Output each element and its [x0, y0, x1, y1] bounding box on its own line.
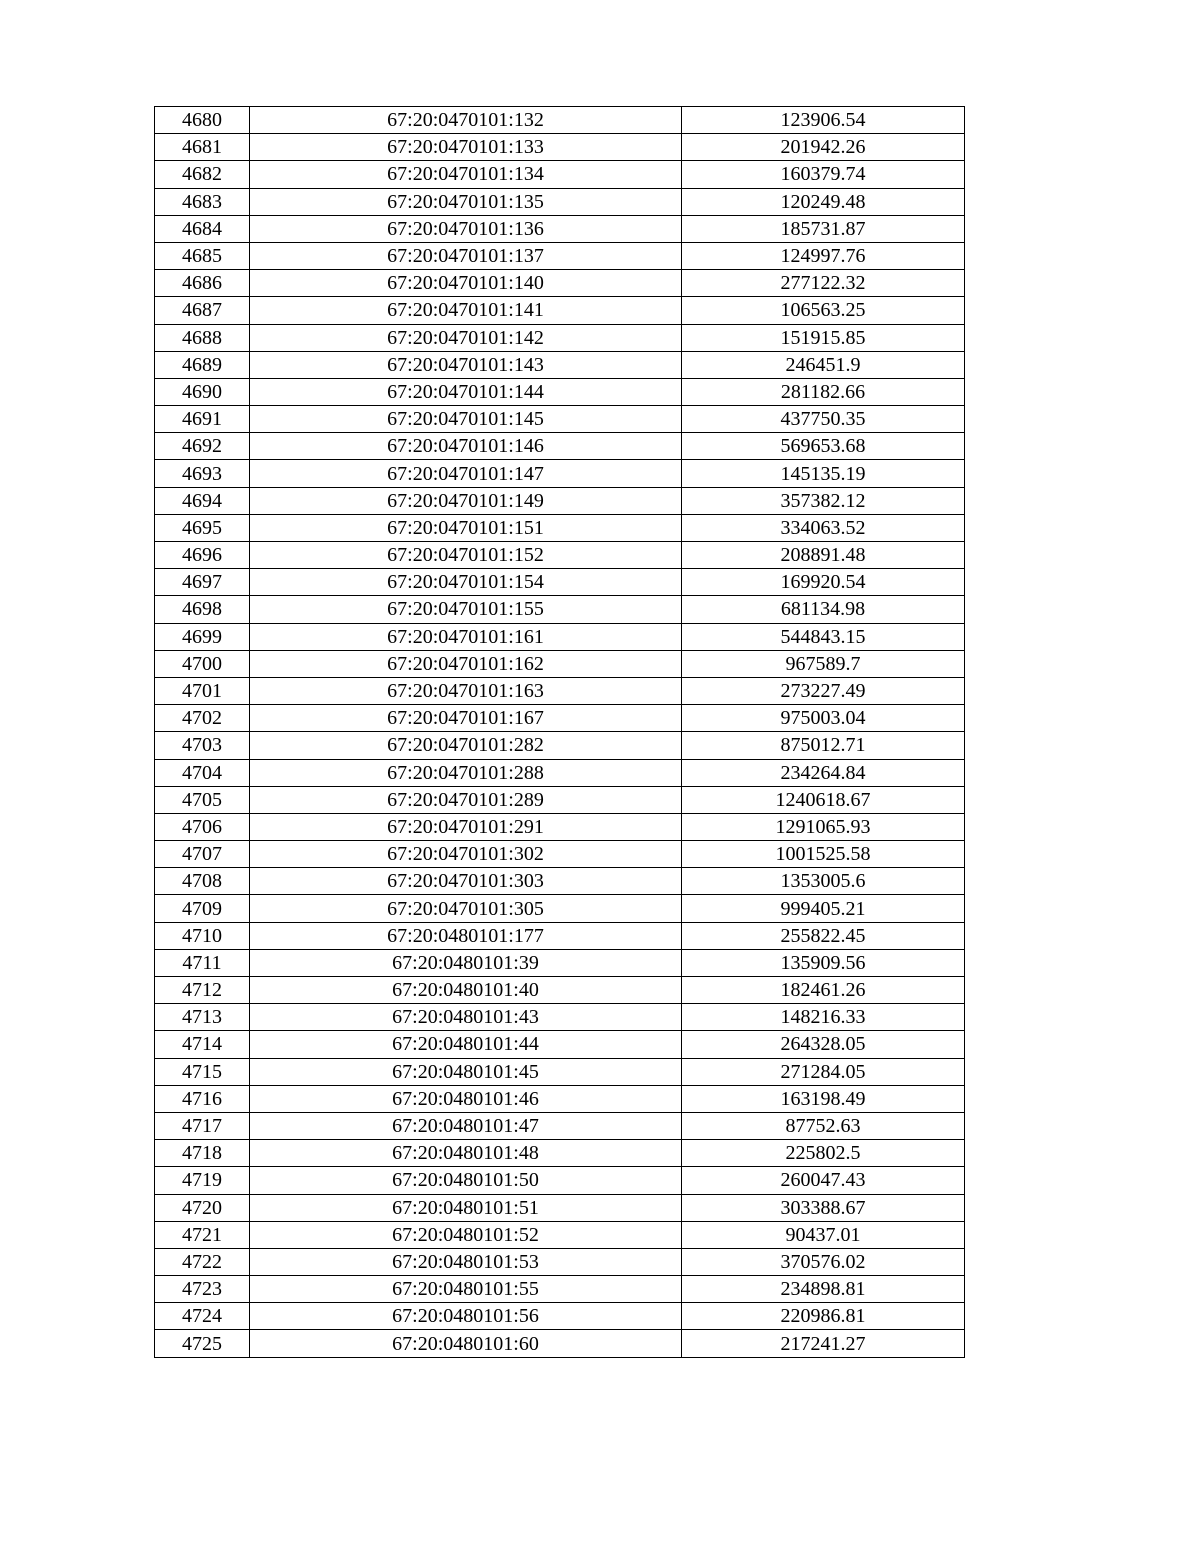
cadastral-number-cell: 67:20:0470101:302 [250, 841, 682, 868]
cadastral-number-cell: 67:20:0480101:55 [250, 1276, 682, 1303]
cadastral-number-cell: 67:20:0470101:135 [250, 188, 682, 215]
table-row [155, 1303, 965, 1330]
table-row [155, 596, 965, 623]
row-number-cell: 4722 [155, 1248, 250, 1275]
value-cell: 220986.81 [682, 1303, 965, 1330]
row-number-cell: 4718 [155, 1140, 250, 1167]
cadastral-number-cell: 67:20:0480101:53 [250, 1248, 682, 1275]
value-cell: 124997.76 [682, 242, 965, 269]
cadastral-number-cell: 67:20:0470101:134 [250, 161, 682, 188]
row-number-cell: 4696 [155, 542, 250, 569]
value-cell: 145135.19 [682, 460, 965, 487]
row-number-cell: 4697 [155, 569, 250, 596]
table-row [155, 759, 965, 786]
value-cell: 281182.66 [682, 378, 965, 405]
value-cell: 264328.05 [682, 1031, 965, 1058]
cadastral-number-cell: 67:20:0470101:152 [250, 542, 682, 569]
row-number-cell: 4699 [155, 623, 250, 650]
table-row [155, 324, 965, 351]
cadastral-number-cell: 67:20:0470101:305 [250, 895, 682, 922]
table-row [155, 1167, 965, 1194]
cadastral-number-cell: 67:20:0470101:151 [250, 514, 682, 541]
table-row [155, 1004, 965, 1031]
cadastral-number-cell: 67:20:0470101:143 [250, 351, 682, 378]
row-number-cell: 4713 [155, 1004, 250, 1031]
value-cell: 999405.21 [682, 895, 965, 922]
row-number-cell: 4700 [155, 650, 250, 677]
cadastral-number-cell: 67:20:0470101:291 [250, 813, 682, 840]
row-number-cell: 4698 [155, 596, 250, 623]
table-row [155, 1276, 965, 1303]
row-number-cell: 4681 [155, 134, 250, 161]
cadastral-number-cell: 67:20:0470101:145 [250, 406, 682, 433]
cadastral-number-cell: 67:20:0470101:163 [250, 677, 682, 704]
cadastral-number-cell: 67:20:0480101:44 [250, 1031, 682, 1058]
cadastral-number-cell: 67:20:0470101:149 [250, 487, 682, 514]
table-row [155, 107, 965, 134]
table-row [155, 542, 965, 569]
value-cell: 967589.7 [682, 650, 965, 677]
value-cell: 160379.74 [682, 161, 965, 188]
table-row [155, 297, 965, 324]
cadastral-number-cell: 67:20:0470101:155 [250, 596, 682, 623]
table-row [155, 1085, 965, 1112]
row-number-cell: 4706 [155, 813, 250, 840]
cadastral-number-cell: 67:20:0480101:39 [250, 949, 682, 976]
table-row [155, 732, 965, 759]
row-number-cell: 4688 [155, 324, 250, 351]
table-row [155, 433, 965, 460]
table-row [155, 569, 965, 596]
cadastral-number-cell: 67:20:0480101:52 [250, 1221, 682, 1248]
row-number-cell: 4690 [155, 378, 250, 405]
row-number-cell: 4685 [155, 242, 250, 269]
table-row [155, 1194, 965, 1221]
value-cell: 273227.49 [682, 677, 965, 704]
row-number-cell: 4703 [155, 732, 250, 759]
table-row [155, 868, 965, 895]
cadastral-number-cell: 67:20:0470101:289 [250, 786, 682, 813]
row-number-cell: 4710 [155, 922, 250, 949]
table-row [155, 514, 965, 541]
value-cell: 182461.26 [682, 977, 965, 1004]
value-cell: 569653.68 [682, 433, 965, 460]
table-row [155, 1031, 965, 1058]
row-number-cell: 4707 [155, 841, 250, 868]
value-cell: 106563.25 [682, 297, 965, 324]
table-row [155, 1221, 965, 1248]
table-row [155, 188, 965, 215]
cadastral-number-cell: 67:20:0480101:40 [250, 977, 682, 1004]
row-number-cell: 4680 [155, 107, 250, 134]
table-row [155, 161, 965, 188]
cadastral-number-cell: 67:20:0470101:144 [250, 378, 682, 405]
value-cell: 234898.81 [682, 1276, 965, 1303]
table-row [155, 677, 965, 704]
row-number-cell: 4709 [155, 895, 250, 922]
cadastral-number-cell: 67:20:0470101:161 [250, 623, 682, 650]
row-number-cell: 4704 [155, 759, 250, 786]
value-cell: 875012.71 [682, 732, 965, 759]
value-cell: 169920.54 [682, 569, 965, 596]
cadastral-number-cell: 67:20:0480101:47 [250, 1112, 682, 1139]
value-cell: 1291065.93 [682, 813, 965, 840]
cadastral-number-cell: 67:20:0470101:142 [250, 324, 682, 351]
table-row [155, 705, 965, 732]
row-number-cell: 4720 [155, 1194, 250, 1221]
table-row [155, 460, 965, 487]
cadastral-number-cell: 67:20:0480101:48 [250, 1140, 682, 1167]
row-number-cell: 4724 [155, 1303, 250, 1330]
value-cell: 148216.33 [682, 1004, 965, 1031]
table-row [155, 487, 965, 514]
row-number-cell: 4691 [155, 406, 250, 433]
value-cell: 357382.12 [682, 487, 965, 514]
cadastral-value-table [154, 106, 965, 1358]
table-row [155, 1248, 965, 1275]
table-body [155, 107, 965, 1358]
table-row [155, 1112, 965, 1139]
row-number-cell: 4693 [155, 460, 250, 487]
row-number-cell: 4719 [155, 1167, 250, 1194]
value-cell: 1240618.67 [682, 786, 965, 813]
table-row [155, 922, 965, 949]
row-number-cell: 4683 [155, 188, 250, 215]
table-row [155, 242, 965, 269]
row-number-cell: 4705 [155, 786, 250, 813]
value-cell: 370576.02 [682, 1248, 965, 1275]
row-number-cell: 4712 [155, 977, 250, 1004]
value-cell: 1353005.6 [682, 868, 965, 895]
table-row [155, 215, 965, 242]
cadastral-number-cell: 67:20:0470101:132 [250, 107, 682, 134]
table-row [155, 1140, 965, 1167]
cadastral-number-cell: 67:20:0470101:141 [250, 297, 682, 324]
cadastral-number-cell: 67:20:0470101:303 [250, 868, 682, 895]
table-row [155, 378, 965, 405]
cadastral-number-cell: 67:20:0480101:60 [250, 1330, 682, 1357]
cadastral-number-cell: 67:20:0470101:146 [250, 433, 682, 460]
cadastral-number-cell: 67:20:0480101:177 [250, 922, 682, 949]
row-number-cell: 4692 [155, 433, 250, 460]
value-cell: 437750.35 [682, 406, 965, 433]
table-row [155, 406, 965, 433]
row-number-cell: 4682 [155, 161, 250, 188]
row-number-cell: 4694 [155, 487, 250, 514]
cadastral-number-cell: 67:20:0470101:140 [250, 270, 682, 297]
row-number-cell: 4686 [155, 270, 250, 297]
value-cell: 123906.54 [682, 107, 965, 134]
row-number-cell: 4702 [155, 705, 250, 732]
value-cell: 234264.84 [682, 759, 965, 786]
cadastral-number-cell: 67:20:0480101:56 [250, 1303, 682, 1330]
table-row [155, 623, 965, 650]
cadastral-number-cell: 67:20:0470101:288 [250, 759, 682, 786]
cadastral-number-cell: 67:20:0470101:282 [250, 732, 682, 759]
value-cell: 544843.15 [682, 623, 965, 650]
row-number-cell: 4717 [155, 1112, 250, 1139]
value-cell: 271284.05 [682, 1058, 965, 1085]
value-cell: 185731.87 [682, 215, 965, 242]
table-row [155, 895, 965, 922]
table-row [155, 977, 965, 1004]
cadastral-number-cell: 67:20:0480101:51 [250, 1194, 682, 1221]
row-number-cell: 4721 [155, 1221, 250, 1248]
table-row [155, 813, 965, 840]
value-cell: 260047.43 [682, 1167, 965, 1194]
cadastral-number-cell: 67:20:0470101:133 [250, 134, 682, 161]
row-number-cell: 4701 [155, 677, 250, 704]
value-cell: 87752.63 [682, 1112, 965, 1139]
cadastral-number-cell: 67:20:0470101:162 [250, 650, 682, 677]
cadastral-number-cell: 67:20:0470101:137 [250, 242, 682, 269]
value-cell: 277122.32 [682, 270, 965, 297]
value-cell: 120249.48 [682, 188, 965, 215]
cadastral-number-cell: 67:20:0470101:136 [250, 215, 682, 242]
value-cell: 975003.04 [682, 705, 965, 732]
cadastral-number-cell: 67:20:0480101:45 [250, 1058, 682, 1085]
table-row [155, 949, 965, 976]
row-number-cell: 4723 [155, 1276, 250, 1303]
table-row [155, 351, 965, 378]
cadastral-number-cell: 67:20:0470101:147 [250, 460, 682, 487]
value-cell: 208891.48 [682, 542, 965, 569]
cadastral-number-cell: 67:20:0480101:46 [250, 1085, 682, 1112]
row-number-cell: 4708 [155, 868, 250, 895]
value-cell: 255822.45 [682, 922, 965, 949]
value-cell: 303388.67 [682, 1194, 965, 1221]
cadastral-number-cell: 67:20:0480101:43 [250, 1004, 682, 1031]
cadastral-number-cell: 67:20:0470101:154 [250, 569, 682, 596]
row-number-cell: 4716 [155, 1085, 250, 1112]
row-number-cell: 4684 [155, 215, 250, 242]
row-number-cell: 4687 [155, 297, 250, 324]
value-cell: 201942.26 [682, 134, 965, 161]
table-row [155, 1058, 965, 1085]
row-number-cell: 4725 [155, 1330, 250, 1357]
cadastral-number-cell: 67:20:0480101:50 [250, 1167, 682, 1194]
value-cell: 225802.5 [682, 1140, 965, 1167]
value-cell: 135909.56 [682, 949, 965, 976]
table-row [155, 650, 965, 677]
value-cell: 151915.85 [682, 324, 965, 351]
table-row [155, 1330, 965, 1357]
value-cell: 681134.98 [682, 596, 965, 623]
value-cell: 334063.52 [682, 514, 965, 541]
table-row [155, 134, 965, 161]
value-cell: 246451.9 [682, 351, 965, 378]
table-row [155, 786, 965, 813]
row-number-cell: 4711 [155, 949, 250, 976]
value-cell: 90437.01 [682, 1221, 965, 1248]
row-number-cell: 4714 [155, 1031, 250, 1058]
row-number-cell: 4695 [155, 514, 250, 541]
row-number-cell: 4715 [155, 1058, 250, 1085]
value-cell: 163198.49 [682, 1085, 965, 1112]
value-cell: 1001525.58 [682, 841, 965, 868]
value-cell: 217241.27 [682, 1330, 965, 1357]
cadastral-number-cell: 67:20:0470101:167 [250, 705, 682, 732]
table-row [155, 841, 965, 868]
row-number-cell: 4689 [155, 351, 250, 378]
table-row [155, 270, 965, 297]
